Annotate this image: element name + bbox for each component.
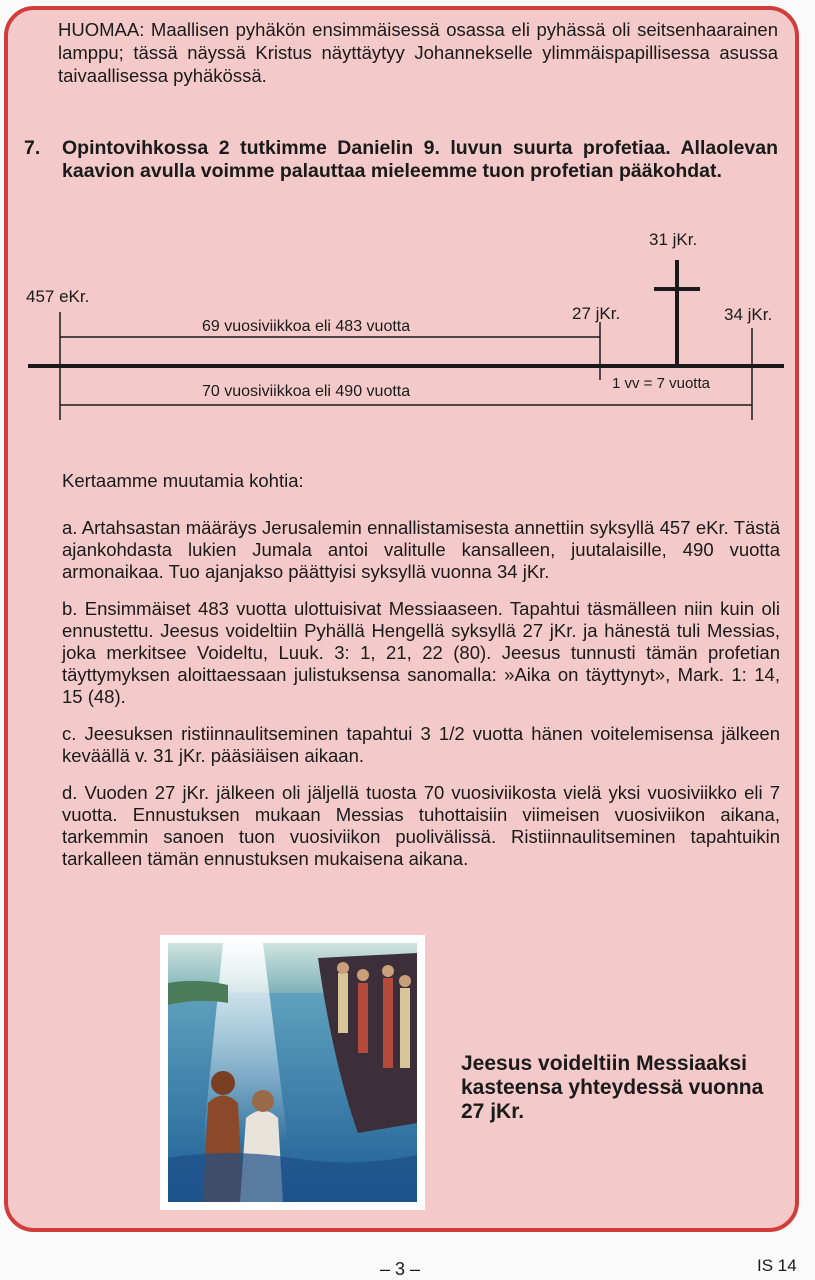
paragraph-a: a. Artahsastan määräys Jerusalemin ennallistamisesta annettiin syksyllä 457 eKr. Tästä ajankohdasta lukien Jumala antoi valitulle kansalleen, juutalaisille, 490 vuotta armonaikaa. Tuo ajanjakso päättyisi syksyllä vuonna 34 jKr. <box>62 517 780 582</box>
label-27-jkr: 27 jKr. <box>572 304 621 323</box>
main-content <box>62 470 780 885</box>
label-week: 1 vv = 7 vuotta <box>612 375 710 392</box>
question-number: 7. <box>24 137 41 159</box>
paragraph-c: c. Jeesuksen ristiinnaulitseminen tapahtui 3 1/2 vuotta hänen voitelemisensa jälkeen keväällä v. 31 jKr. pääsiäisen aikaan. <box>62 723 780 766</box>
photo-caption: Jeesus voideltiin Messiaaksi kasteensa yhteydessä vuonna 27 jKr. <box>461 1052 764 1123</box>
paragraph-d: d. Vuoden 27 jKr. jälkeen oli jäljellä tuosta 70 vuosiviikosta vielä yksi vuosiviikko eli 7 vuotta. Ennustuksen mukaan Messias tuhottaisiin viimeisen vuosiviikon aikana, tarkemmin sanoen tuon vuosiviikon puolivälissä. Ristiinnaulitseminen tapahtuikin tarkalleen tämän ennustuksen mukaisena aikana. <box>62 782 780 869</box>
series-code: IS 14 <box>757 1256 797 1275</box>
label-457-ekr: 457 eKr. <box>26 287 90 306</box>
note-text: HUOMAA: Maallisen pyhäkön ensimmäisessä osassa eli pyhässä oli seitsenhaarainen lamppu; tässä näyssä Kristus näyttäytyy Johannekselle ylimmäispapillisessa asussa taivaallisessa pyhäkössä. <box>58 19 778 86</box>
intro-text: Kertaamme muutamia kohtia: <box>62 470 304 491</box>
baptism-picture <box>168 943 417 1202</box>
baptism-illustration <box>160 935 425 1210</box>
label-31-jkr: 31 jKr. <box>649 230 698 249</box>
page-number: – 3 – <box>380 1259 421 1279</box>
paragraph-b: b. Ensimmäiset 483 vuotta ulottuisivat Messiaaseen. Tapahtui täsmälleen niin kuin oli ennustettu. Jeesus voideltiin Pyhällä Hengellä syksyllä 27 jKr. ja hänestä tuli Messias, joka merkitsee Voideltu, Luuk. 3: 1, 21, 22 (80). Jeesus tunnusti tämän profetian täyttymyksen aloittaessaan julistuksensa sanomalla: »Aika on täyttynyt», Mark. 1: 14, 15 (48). <box>62 598 780 707</box>
label-34-jkr: 34 jKr. <box>724 305 773 324</box>
label-490-years: 70 vuosiviikkoa eli 490 vuotta <box>202 383 411 400</box>
label-483-years: 69 vuosiviikkoa eli 483 vuotta <box>202 318 411 335</box>
question-text: Opintovihkossa 2 tutkimme Danielin 9. luvun suurta profetiaa. Allaolevan kaavion avulla voimme palauttaa mieleemme tuon profetian pääkohdat. <box>62 137 778 182</box>
